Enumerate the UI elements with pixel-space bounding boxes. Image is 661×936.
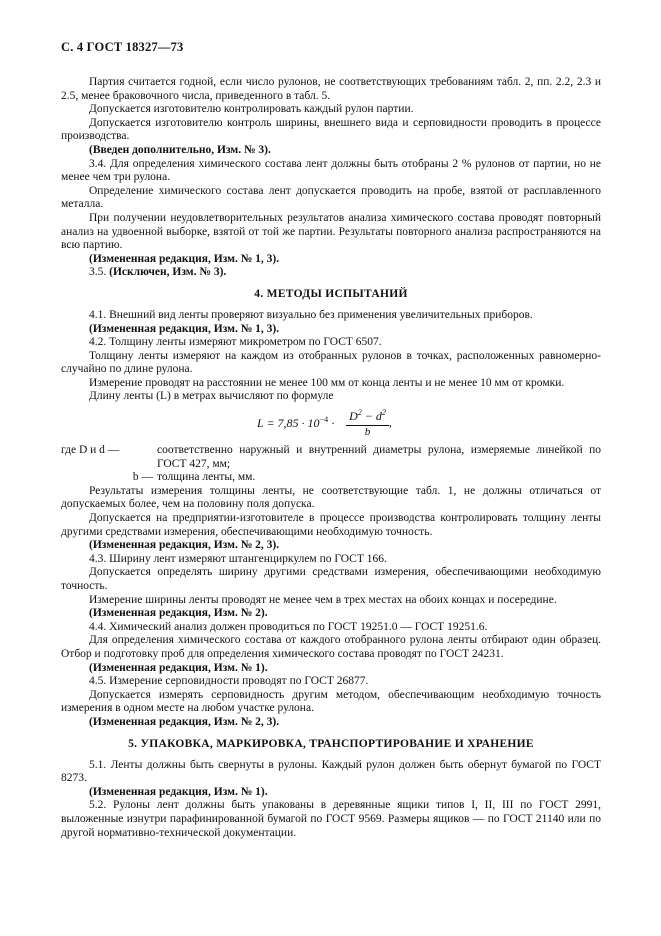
paragraph: Допускается изготовителю контроль ширины, внешнего вида и серповидности проводить в процессе производства. [61, 116, 601, 143]
definition-term-D-d: где D и d — [61, 444, 120, 457]
amendment-note: (Измененная редакция, Изм. № 1, 3). [89, 252, 280, 265]
definition-row [61, 471, 601, 485]
amendment-note: (Измененная редакция, Изм. № 2, 3). [89, 539, 280, 552]
amendment-note: (Измененная редакция, Изм. № 1). [89, 661, 268, 674]
definitions [61, 444, 601, 485]
formula-lhs: L = 7,85 · 10 [257, 416, 320, 431]
paragraph: Допускается измерять серповидность другим методом, обеспечивающим необходимую точность измерения в одном месте на любом участке рулона. [61, 688, 601, 715]
top-block [61, 76, 601, 266]
section-4-title: 4. МЕТОДЫ ИСПЫТАНИЙ [254, 287, 408, 300]
paragraph: Допускается изготовителю контролировать каждый рулон партии. [89, 103, 414, 116]
item-3-5-text: (Исключен, Изм. № 3). [109, 266, 227, 279]
formula-dot: · [331, 416, 336, 431]
paragraph: Допускается на предприятии-изготовителе в процессе производства контролировать толщину ленты другими средствами измерения, обеспечивающими необходимую точность. [61, 512, 601, 538]
formula-fraction [346, 408, 389, 438]
paragraph: Длину ленты (L) в метрах вычисляют по формуле [89, 390, 334, 403]
paragraph: Для определения химического состава от каждого отобранного рулона ленты отбирают один образец. Отбор и подготовку проб для определения химического состава проводят по ГОСТ 24231. [61, 634, 601, 660]
paragraph: Допускается определять ширину другими средствами измерения, обеспечивающими необходимую точность. [61, 566, 601, 592]
definition-desc-D-d: соответственно наружный и внутренний диаметры рулона, измеряемые линейкой по ГОСТ 427, мм; [157, 444, 601, 470]
formula [61, 406, 601, 440]
amendment-note: (Измененная редакция, Изм. № 1, 3). [89, 322, 280, 335]
paragraph: Результаты измерения толщины ленты, не соответствующие табл. 1, не должны отличаться от допускаемых более, чем на половину поля допуска. [61, 484, 601, 511]
section-4-after-formula [61, 485, 601, 730]
formula-exponent: −4 [319, 415, 329, 425]
paragraph: Партия считается годной, если число рулонов, не соответствующих требованиям табл. 2, пп. 2.2, 2.3 и 2.5, менее браковочного числа, приведенного в табл. 5. [61, 76, 601, 102]
section-4-before-formula [61, 309, 601, 404]
section-5-block [61, 759, 601, 841]
paragraph: При получении неудовлетворительных результатов анализа химического состава проводят повторный анализ на удвоенной выборке, взятой от той же партии. Результаты повторного анализа распространяются на всю партию. [61, 211, 601, 252]
definition-row [61, 444, 601, 471]
paragraph: Определение химического состава лент допускается проводить на пробе, взятой от расплавленного металла. [61, 184, 601, 211]
paragraph: 4.3. Ширину лент измеряют штангенциркулем по ГОСТ 166. [89, 552, 387, 565]
paragraph: 5.1. Ленты должны быть свернуты в рулоны. Каждый рулон должен быть обернут бумагой по ГОСТ 8273. [61, 758, 601, 785]
item-3-5-number: 3.5. [89, 266, 107, 279]
amendment-note: (Измененная редакция, Изм. № 2, 3). [89, 715, 280, 728]
paragraph: Измерение проводят на расстоянии не менее 100 мм от конца ленты и не менее 10 мм от кромки. [89, 376, 565, 389]
paragraph: 4.1. Внешний вид ленты проверяют визуально без применения увеличительных приборов. [89, 308, 533, 321]
definition-term-b: b — [132, 471, 153, 484]
amendment-note: (Введен дополнительно, Изм. № 3). [89, 143, 271, 156]
paragraph: 5.2. Рулоны лент должны быть упакованы в деревянные ящики типов I, II, III по ГОСТ 2991, выложенные изнутри парафинированной бумагой по ГОСТ 9569. Размеры ящиков — по ГОСТ 21140 или по другой нормативно-технической документации. [61, 799, 601, 839]
paragraph: Толщину ленты измеряют на каждом из отобранных рулонов в точках, расположенных равномерно-случайно по длине рулона. [61, 349, 601, 376]
amendment-note: (Измененная редакция, Изм. № 1). [89, 785, 268, 798]
formula-denominator: b [364, 426, 371, 439]
paragraph: 3.4. Для определения химического состава лент должны быть отобраны 2 % рулонов от партии, но не менее чем три рулона. [61, 157, 601, 184]
paragraph: 4.2. Толщину ленты измеряют микрометром по ГОСТ 6507. [89, 336, 382, 349]
formula-numerator: $D^2 - d^2$ [346, 408, 389, 426]
paragraph: 4.5. Измерение серповидности проводят по ГОСТ 26877. [89, 675, 369, 688]
section-5-title: 5. УПАКОВКА, МАРКИРОВКА, ТРАНСПОРТИРОВАНИЕ И ХРАНЕНИЕ [128, 737, 534, 750]
paragraph: Измерение ширины ленты проводят не менее чем в трех местах на обоих концах и посередине. [89, 593, 557, 606]
document-page [61, 40, 601, 840]
formula-tail: , [388, 414, 392, 429]
definition-desc-b: толщина ленты, мм. [157, 471, 256, 484]
page-header: С. 4 ГОСТ 18327—73 [61, 40, 184, 54]
amendment-note: (Измененная редакция, Изм. № 2). [89, 607, 268, 620]
paragraph: 4.4. Химический анализ должен проводиться по ГОСТ 19251.0 — ГОСТ 19251.6. [89, 620, 488, 633]
item-3-5 [61, 266, 601, 280]
